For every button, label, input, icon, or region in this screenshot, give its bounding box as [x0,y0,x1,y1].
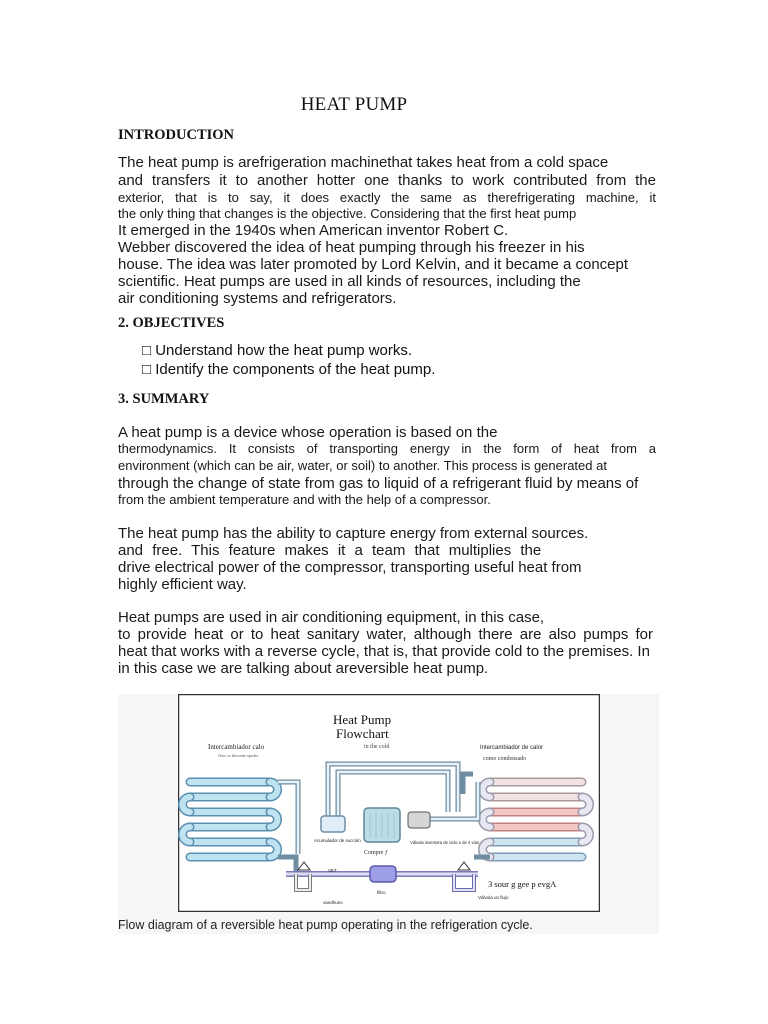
figure-caption: Flow diagram of a reversible heat pump operating in the refrigeration cycle. [118,918,533,932]
objective-item: □ Identify the components of the heat pump. [142,361,436,378]
summary-line: from the ambient temperature and with the help of a compressor. [118,492,491,507]
intro-line: house. The idea was later promoted by Lord Kelvin, and it became a concept [118,256,629,273]
reversing-valve [408,812,430,828]
right-note-label: 3 sour g gee p evgA [488,879,557,889]
summary-line: to provide heat or to heat sanitary water, although there are also pumps for [118,626,653,643]
right-bottom-label: Válvula un flujo [478,895,509,900]
introduction-heading: INTRODUCTION [118,127,235,143]
diagram-title: Heat Pump [333,712,392,727]
summary-heading: 3. SUMMARY [118,391,210,407]
left-exchanger-sub: flow to become spider [218,753,259,758]
left-bottom-label: vandhuno [323,900,343,905]
summary-line: and free. This feature makes it a team that multiplies the [118,542,542,559]
summary-line: heat that works with a reverse cycle, that is, that provide cold to the premises. In [118,643,650,660]
objectives-heading: 2. OBJECTIVES [118,315,225,331]
accumulator-label: Acumulador de succión [314,838,361,843]
intro-line: Webber discovered the idea of heat pumping through his freezer in his [118,239,585,256]
right-exchanger-label: Intercambiador de calor [480,745,544,751]
vet-label: VET [328,868,337,873]
reversing-valve-label: Válvula inversora de ciclo e de 4 vías [410,840,480,845]
intro-line: air conditioning systems and refrigerators. [118,290,397,307]
intro-line: scientific. Heat pumps are used in all kinds of resources, including the [118,273,581,290]
summary-line: highly efficient way. [118,576,247,593]
summary-line: drive electrical power of the compressor, transporting useful heat from [118,559,582,576]
summary-line: A heat pump is a device whose operation is based on the [118,424,498,441]
summary-line: thermodynamics. It consists of transporting energy in the form of heat from a [118,441,656,456]
summary-line: in this case we are talking about areversible heat pump. [118,660,489,677]
summary-line: through the change of state from gas to liquid of a refrigerant fluid by means of [118,475,639,492]
intro-line: the only thing that changes is the objective. Considering that the first heat pump [118,206,577,221]
summary-line: environment (which can be air, water, or soil) to another. This process is generated at [118,458,607,473]
intro-line: The heat pump is arefrigeration machinethat takes heat from a cold space [118,154,609,171]
intro-line: exterior, that is to say, it does exactly the same as therefrigerating machine, it [118,190,656,205]
filter [370,866,396,882]
document-title: HEAT PUMP [300,94,408,115]
right-exchanger-sub: como condensado [483,756,527,762]
intro-line: and transfers it to another hotter one thanks to work contributed from the [118,172,656,189]
diagram-note: in the cold [364,744,390,750]
summary-line: The heat pump has the ability to capture energy from external sources. [118,525,589,542]
accumulator [321,816,345,832]
heat-pump-diagram [178,694,600,912]
filter-label: filtro [377,890,386,895]
diagram-subtitle: Flowchart [336,726,389,741]
objective-item: □ Understand how the heat pump works. [142,342,413,359]
compressor-label: Compre ƒ [364,850,388,856]
summary-line: Heat pumps are used in air conditioning equipment, in this case, [118,609,545,626]
left-exchanger-label: Intercambiador calo [208,743,265,751]
intro-line: It emerged in the 1940s when American inventor Robert C. [118,222,509,239]
